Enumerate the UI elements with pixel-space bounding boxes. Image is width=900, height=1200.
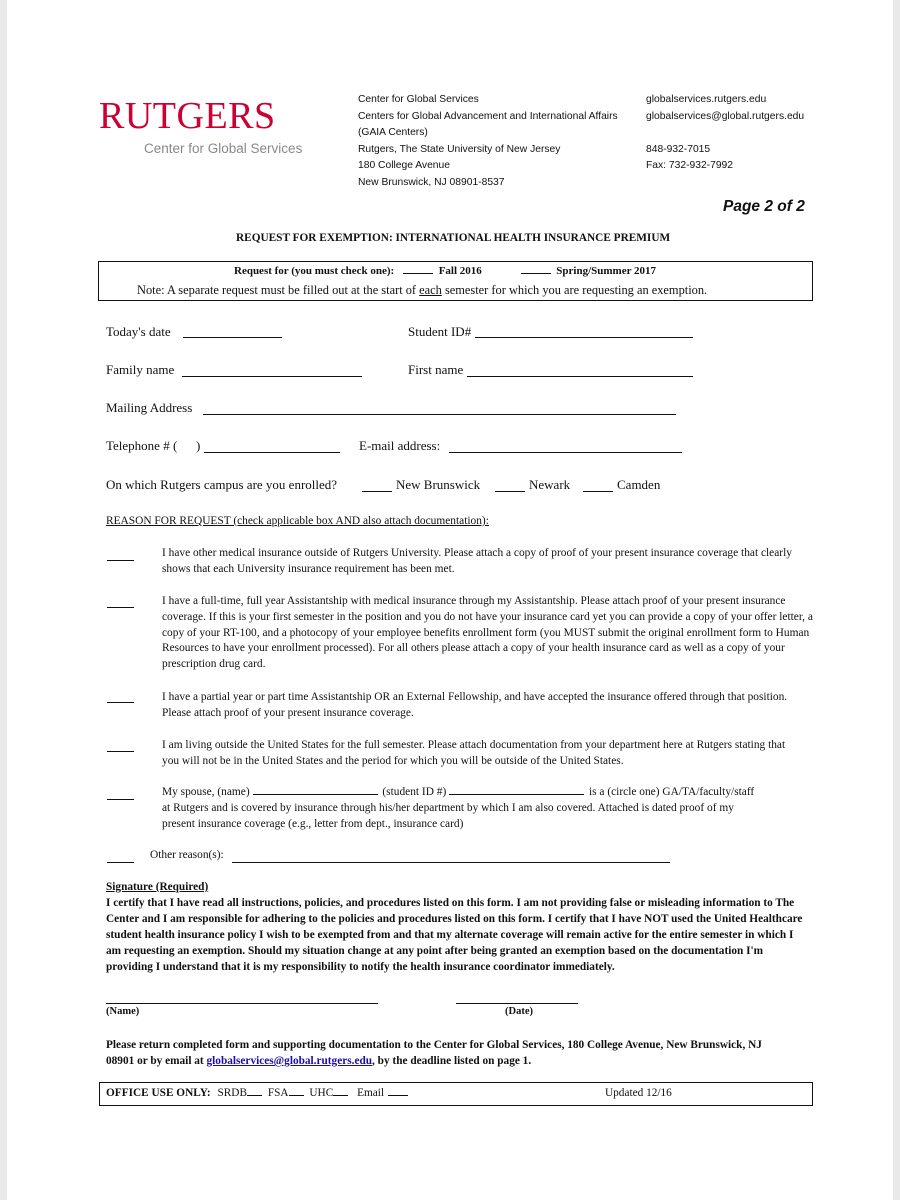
office-use-row xyxy=(106,1087,408,1099)
srdb-line[interactable] xyxy=(247,1094,262,1096)
form-title: REQUEST FOR EXEMPTION: INTERNATIONAL HEALTH INSURANCE PREMIUM xyxy=(236,232,671,244)
address-line: Center for Global Services xyxy=(358,94,479,105)
family-name-field[interactable] xyxy=(182,376,362,377)
fsa-line[interactable] xyxy=(289,1094,304,1096)
spouse-line-2: at Rutgers and is covered by insurance through his/her department by which I am also covered. Attached is dated proof of my xyxy=(162,802,734,814)
email-field[interactable] xyxy=(449,452,682,453)
reason-heading: REASON FOR REQUEST (check applicable box AND also attach documentation): xyxy=(106,515,489,527)
office-uhc: UHC xyxy=(309,1087,334,1099)
address-block xyxy=(358,92,618,191)
page-indicator: Page 2 of 2 xyxy=(723,198,805,215)
spouse-id-label: (student ID #) xyxy=(382,786,447,798)
campus-option-new-brunswick: New Brunswick xyxy=(396,477,481,492)
return-note-line-1: Please return completed form and supporting documentation to the Center for Global Services, 180 College Avenue, New Brunswick, NJ xyxy=(106,1039,762,1051)
spring-option: Spring/Summer 2017 xyxy=(556,265,657,277)
reason-3-checkbox[interactable] xyxy=(107,702,134,703)
other-reason-checkbox[interactable] xyxy=(107,862,134,863)
telephone-field[interactable] xyxy=(204,452,340,453)
campus-option-newark: Newark xyxy=(529,477,571,492)
office-srdb: SRDB xyxy=(217,1087,247,1099)
address-line: 180 College Avenue xyxy=(358,160,450,171)
note-prefix: Note: A separate request must be filled out at the start of xyxy=(137,283,420,297)
contact-block xyxy=(646,92,804,175)
reason-2-checkbox[interactable] xyxy=(107,607,134,608)
signature-heading: Signature (Required) xyxy=(106,881,209,893)
student-id-label: Student ID# xyxy=(408,324,472,339)
mailing-address-label: Mailing Address xyxy=(106,400,193,415)
rutgers-logo: RUTGERS xyxy=(99,95,276,137)
student-id-field[interactable] xyxy=(475,337,693,338)
reason-4-checkbox[interactable] xyxy=(107,751,134,752)
spring-checkbox-line[interactable] xyxy=(521,272,551,274)
email-label: E-mail address: xyxy=(359,438,441,453)
address-line: New Brunswick, NJ 08901-8537 xyxy=(358,176,505,188)
name-label: (Name) xyxy=(106,1006,140,1017)
spouse-status-text: is a (circle one) GA/TA/faculty/staff xyxy=(588,786,755,798)
spouse-name-field[interactable] xyxy=(253,793,378,795)
signature-certification: I certify that I have read all instructions, policies, and procedures listed on this form. I am not providing false or misleading information to The Center and I am responsible for adhering to the policies and procedures listed on this form. I certify that I have NOT used the United Healthcare student health insurance policy I wish to be exempted from and that my alternate coverage will remain active for the entire semester in which I am requesting an exemption. Should my situation change at any point after being granted an exemption based on the documentation I'm providing I understand that it is my responsibility to notify the health insurance coordinator immediately. xyxy=(106,897,803,973)
todays-date-label: Today's date xyxy=(106,324,171,339)
other-reasons-label: Other reason(s): xyxy=(150,849,224,861)
family-name-label: Family name xyxy=(106,362,175,377)
address-line: (GAIA Centers) xyxy=(358,127,428,138)
email-line[interactable] xyxy=(388,1094,408,1096)
campus-option-camden: Camden xyxy=(617,477,661,492)
first-name-field[interactable] xyxy=(467,376,693,377)
website: globalservices.rutgers.edu xyxy=(646,94,767,105)
office-use-label: OFFICE USE ONLY: xyxy=(106,1087,211,1099)
name-signature-line[interactable] xyxy=(106,1003,378,1004)
address-line: Centers for Global Advancement and International Affairs xyxy=(358,110,618,122)
phone: 848-932-7015 xyxy=(646,143,711,155)
semester-request xyxy=(234,265,656,277)
telephone-close-paren: ) xyxy=(196,438,201,453)
spouse-line-1 xyxy=(162,786,754,798)
note-underlined: each xyxy=(419,283,442,297)
return-note-prefix: 08901 or by email at xyxy=(106,1055,207,1067)
camden-checkbox[interactable] xyxy=(583,491,613,492)
fax: Fax: 732-932-7992 xyxy=(646,160,734,171)
updated-label: Updated 12/16 xyxy=(605,1087,672,1099)
newark-checkbox[interactable] xyxy=(495,491,525,492)
todays-date-field[interactable] xyxy=(183,337,282,338)
office-fsa: FSA xyxy=(267,1087,289,1099)
reason-4-text: I am living outside the United States for the full semester. Please attach documentation from your department here at Rutgers stating that you will not be in the United States and the period for which you will be outside of the United States. xyxy=(162,739,786,767)
campus-question: On which Rutgers campus are you enrolled? xyxy=(106,477,338,492)
fall-option: Fall 2016 xyxy=(438,265,482,277)
first-name-label: First name xyxy=(408,362,464,377)
contact-email: globalservices@global.rutgers.edu xyxy=(646,110,805,122)
logo-subtitle: Center for Global Services xyxy=(144,141,303,156)
request-label: Request for (you must check one): xyxy=(234,265,395,277)
document-page xyxy=(7,0,893,1200)
contact-spacer xyxy=(646,125,804,142)
date-label: (Date) xyxy=(505,1006,533,1017)
mailing-address-field[interactable] xyxy=(203,414,676,415)
address-line: Rutgers, The State University of New Jersey xyxy=(358,143,561,155)
reason-1-text: I have other medical insurance outside of Rutgers University. Please attach a copy of proof of your present insurance coverage that clearly shows that each University insurance requirement has been met. xyxy=(162,547,792,575)
note-suffix: semester for which you are requesting an exemption. xyxy=(441,283,708,297)
return-note-line-2 xyxy=(106,1055,531,1067)
new-brunswick-checkbox[interactable] xyxy=(362,491,392,492)
semester-note xyxy=(137,283,707,298)
spouse-id-field[interactable] xyxy=(449,793,584,795)
other-reasons-field[interactable] xyxy=(232,862,670,863)
reason-3-text: I have a partial year or part time Assistantship OR an External Fellowship, and have accepted the insurance offered through that position. Please attach proof of your present insurance coverage. xyxy=(162,691,788,719)
telephone-label: Telephone # ( xyxy=(106,438,178,453)
spouse-line-3: present insurance coverage (e.g., letter from dept., insurance card) xyxy=(162,818,464,830)
reason-2-text: I have a full-time, full year Assistantship with medical insurance through my Assistantship. Please attach proof of your present insurance coverage. If this is your first semester in the position and you do not have your insurance card yet you can provide a copy of your offer letter, a copy of your RT-100, and a photocopy of your employee benefits enrollment form (you MUST submit the original enrollment form to Human Resources to have your enrollment processed). For all others please attach a copy of your health insurance card as well as a copy of your prescription drug card. xyxy=(162,595,813,671)
email-link[interactable]: globalservices@global.rutgers.edu xyxy=(206,1055,373,1067)
reason-5-checkbox[interactable] xyxy=(107,799,134,800)
return-note-suffix: , by the deadline listed on page 1. xyxy=(372,1055,532,1067)
fall-checkbox-line[interactable] xyxy=(403,272,433,274)
office-email: Email xyxy=(357,1087,385,1099)
spouse-name-label: My spouse, (name) xyxy=(162,786,250,798)
uhc-line[interactable] xyxy=(333,1094,348,1096)
date-signature-line[interactable] xyxy=(456,1003,578,1004)
reason-1-checkbox[interactable] xyxy=(107,560,134,561)
